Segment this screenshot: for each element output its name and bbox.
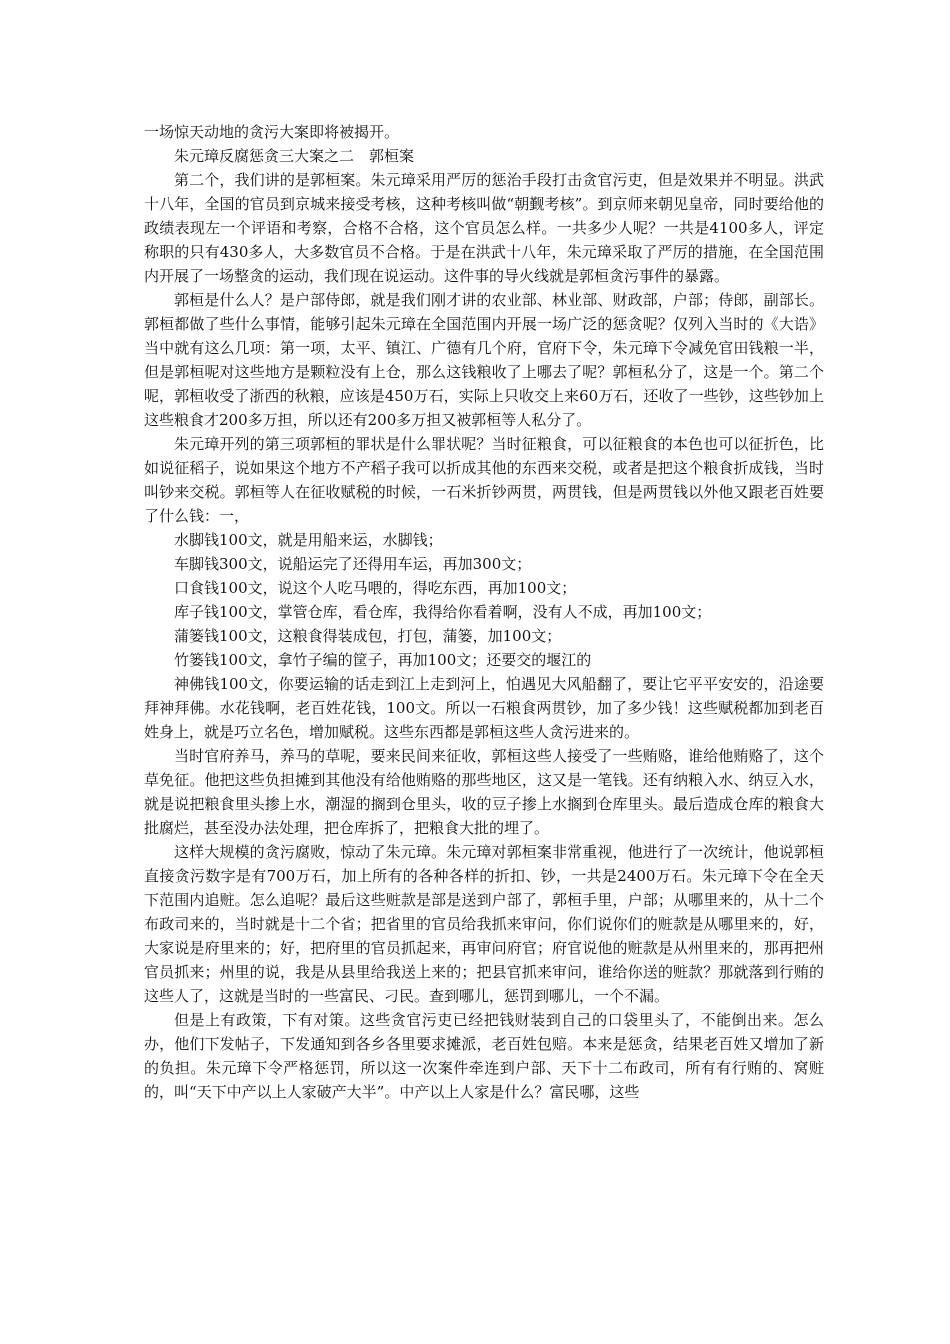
- paragraph: 郭桓是什么人？是户部侍郎，就是我们刚才讲的农业部、林业部、财政部，户部；侍郎，副部长。郭桓都做了些什么事情，能够引起朱元璋在全国范围内开展一场广泛的惩贪呢？仅列入当时的《大诰》当中就有这么几项：第一项，太平、镇江、广德有几个府，官府下令，朱元璋下令减免官田钱粮一半，但是郭桓呢对这些地方是颗粒没有上仓，那么这钱粮收了上哪去了呢？郭桓私分了，这是一个。第二个呢，郭桓收受了浙西的秋粮，应该是450万石，实际上只收交上来60万石，还收了一些钞，这些钞加上这些粮食才200多万担，所以还有200多万担又被郭桓等人私分了。: [144, 291, 824, 429]
- fee-list-item: 口食钱100文，说这个人吃马喂的，得吃东西，再加100文；: [174, 579, 577, 597]
- fee-list-item: 竹篓钱100文，拿竹子编的筐子，再加100文；还要交的堰江的: [174, 651, 592, 669]
- section-heading: 朱元璋反腐惩贪三大案之二 郭桓案: [174, 147, 415, 165]
- fee-list-item: 车脚钱300文，说船运完了还得用车运，再加300文；: [174, 555, 532, 573]
- paragraph: 这样大规模的贪污腐败，惊动了朱元璋。朱元璋对郭桓案非常重视，他进行了一次统计，他说郭桓直接贪污数字是有700万石，加上所有的各种各样的折扣、钞，一共是2400万石。朱元璋下令在全天下范围内追赃。怎么追呢？最后这些赃款是部是送到户部了，郭桓手里，户部；从哪里来的，从十二个布政司来的，当时就是十二个省；把省里的官员给我抓来审问，你们说你们的赃款是从哪里来的，好，大家说是府里来的；好，把府里的官员抓起来，再审问府官；府官说他的赃款是从州里来的，那再把州官员抓来；州里的说，我是从县里给我送上来的；把县官抓来审问，谁给你送的赃款？那就落到行贿的这些人了，这就是当时的一些富民、刁民。查到哪儿，惩罚到哪儿，一个不漏。: [144, 843, 824, 1005]
- fee-list-item: 水脚钱100文，就是用船来运，水脚钱；: [174, 531, 443, 549]
- paragraph: 朱元璋开列的第三项郭桓的罪状是什么罪状呢？当时征粮食，可以征粮食的本色也可以征折色，比如说征稻子，说如果这个地方不产稻子我可以折成其他的东西来交税，或者是把这个粮食折成钱，当时叫钞来交税。郭桓等人在征收赋税的时候，一石米折钞两贯，两贯钱，但是两贯钱以外他又跟老百姓要了什么钱：一，: [144, 435, 824, 525]
- fee-list-item: 库子钱100文，掌管仓库，看仓库，我得给你看着啊，没有人不成，再加100文；: [174, 603, 712, 621]
- opening-line: 一场惊天动地的贪污大案即将被揭开。: [144, 123, 400, 141]
- fee-list-item: 蒲篓钱100文，这粮食得装成包，打包，蒲篓，加100文；: [174, 627, 562, 645]
- document-page: [144, 120, 824, 1104]
- paragraph: 但是上有政策，下有对策。这些贪官污吏已经把钱财装到自己的口袋里头了，不能倒出来。怎么办，他们下发帖子，下发通知到各乡各里要求摊派，老百姓包赔。本来是惩贪，结果老百姓又增加了新的负担。朱元璋下令严格惩罚，所以这一次案件牵连到户部、天下十二布政司，所有有行贿的、窝赃的，叫“天下中产以上人家破产大半”。中产以上人家是什么？富民哪，这些: [144, 1011, 824, 1101]
- paragraph: 当时官府养马，养马的草呢，要来民间来征收，郭桓这些人接受了一些贿赂，谁给他贿赂了，这个草免征。他把这些负担摊到其他没有给他贿赂的那些地区，这又是一笔钱。还有纳粮入水、纳豆入水，就是说把粮食里头掺上水，潮湿的搁到仓里头，收的豆子掺上水搁到仓库里头。最后造成仓库的粮食大批腐烂，甚至没办法处理，把仓库拆了，把粮食大批的埋了。: [144, 747, 824, 837]
- paragraph: 神佛钱100文，你要运输的话走到江上走到河上，怕遇见大风船翻了，要让它平平安安的，沿途要拜神拜佛。水花钱啊，老百姓花钱，100文。所以一石粮食两贯钞，加了多少钱！这些赋税都加到老百姓身上，就是巧立名色，增加赋税。这些东西都是郭桓这些人贪污进来的。: [144, 675, 824, 741]
- paragraph: 第二个，我们讲的是郭桓案。朱元璋采用严厉的惩治手段打击贪官污吏，但是效果并不明显。洪武十八年，全国的官员到京城来接受考核，这种考核叫做“朝觐考核”。到京师来朝见皇帝，同时要给他的政绩表现左一个评语和考察，合格不合格，这个官员怎么样。一共多少人呢？一共是4100多人，评定称职的只有430多人，大多数官员不合格。于是在洪武十八年，朱元璋采取了严厉的措施，在全国范围内开展了一场整贪的运动，我们现在说运动。这件事的导火线就是郭桓贪污事件的暴露。: [144, 171, 824, 285]
